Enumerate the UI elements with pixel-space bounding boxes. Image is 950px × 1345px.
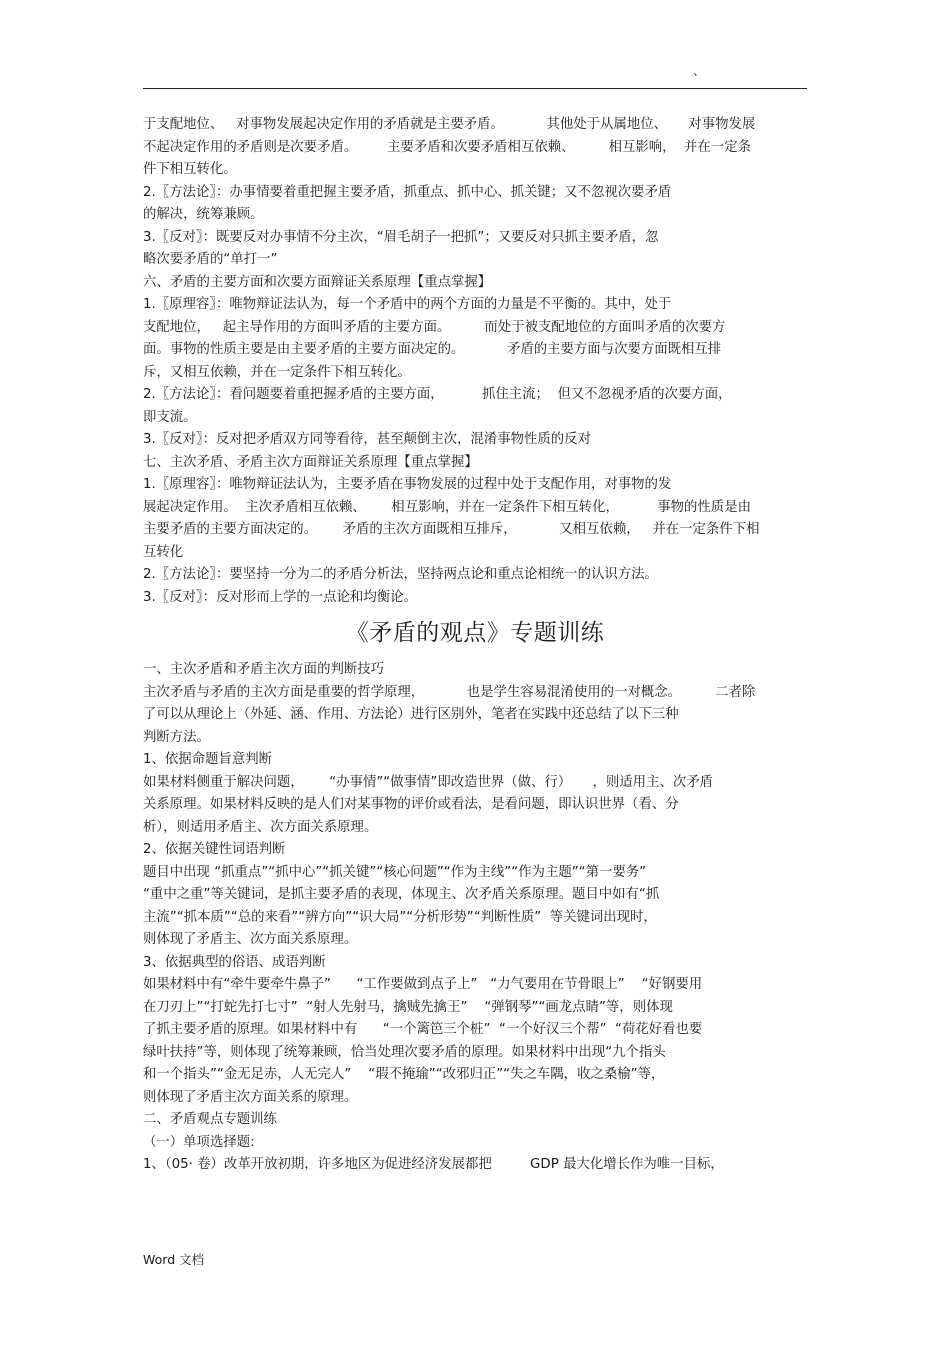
header-mark: 、 bbox=[693, 64, 706, 78]
text-line: 斥，又相互依赖，并在一定条件下相互转化。 bbox=[143, 364, 411, 380]
text-line: 面。事物的性质主要是由主要矛盾的主要方面决定的。 矛盾的主要方面与次要方面既相互排 bbox=[143, 342, 722, 357]
text-line: 则体现了矛盾主次方面关系的原理。 bbox=[143, 1089, 358, 1105]
text-line: 2.〖方法论〗：要坚持一分为二的矛盾分析法，坚持两点论和重点论相统一的认识方法。 bbox=[143, 567, 658, 582]
text-line: 1、（05· 卷）改革开放初期，许多地区为促进经济发展都把 GDP 最大化增长作为唯一目标， bbox=[143, 1157, 724, 1172]
text-line: 如果材料侧重于解决问题， “办事情”“做事情”即改造世界（做、行） ，则适用主、次矛盾 bbox=[143, 774, 714, 790]
text-line: 在刀刃上”“打蛇先打七寸” “射人先射马，擒贼先擒王” “弹钢琴”“画龙点睛”等，则体现 bbox=[143, 999, 673, 1015]
text-line: 题目中出现 “抓重点”“抓中心”“抓关键”“核心问题”“作为主线”“作为主题”“第一要务” bbox=[143, 864, 647, 880]
header-rule bbox=[143, 88, 807, 89]
text-line: 即支流。 bbox=[143, 409, 197, 425]
text-line: 和一个指头”“金无足赤，人无完人” “瑕不掩瑜”“改邪归正”“失之车隅，收之桑榆”等， bbox=[143, 1067, 665, 1082]
text-line: 1、依据命题旨意判断 bbox=[143, 752, 273, 767]
text-line: 如果材料中有“牵牛要牵牛鼻子” “工作要做到点子上” “力气要用在节骨眼上” “好钢要用 bbox=[143, 977, 703, 992]
text-line: 主次矛盾与矛盾的主次方面是重要的哲学原理， 也是学生容易混淆使用的一对概念。 二者除 bbox=[143, 684, 756, 700]
text-line: 一、主次矛盾和矛盾主次方面的判断技巧 bbox=[143, 662, 385, 677]
text-line: 析），则适用矛盾主、次方面关系原理。 bbox=[143, 819, 378, 835]
text-block-training bbox=[143, 659, 807, 1177]
text-line: “重中之重”等关键词，是抓主要矛盾的表现，体现主、次矛盾关系原理。题目中如有“抓 bbox=[143, 887, 660, 902]
text-line: 3、依据典型的俗语、成语判断 bbox=[143, 954, 326, 970]
text-line: 六、矛盾的主要方面和次要方面辩证关系原理【重点掌握】 bbox=[143, 274, 492, 290]
text-line: 件下相互转化。 bbox=[143, 162, 237, 177]
section-title: 《矛盾的观点》专题训练 bbox=[345, 620, 605, 646]
text-line: 3.〖反对〗：反对把矛盾双方同等看待，甚至颠倒主次，混淆事物性质的反对 bbox=[143, 432, 591, 447]
text-line: 展起决定作用。 主次矛盾相互依赖、 相互影响，并在一定条件下相互转化， 事物的性质是由 bbox=[143, 499, 751, 515]
text-line: 互转化 bbox=[143, 544, 184, 560]
text-line: 3.〖反对〗：既要反对办事情不分主次，“眉毛胡子一把抓”；又要反对只抓主要矛盾，忽 bbox=[143, 229, 659, 245]
text-line: 了抓主要矛盾的原理。如果材料中有 “一个篱笆三个桩” “一个好汉三个帮” “荷花好看也要 bbox=[143, 1022, 703, 1037]
text-line: 2.〖方法论〗：办事情要着重把握主要矛盾，抓重点、抓中心、抓关键；又不忽视次要矛盾 bbox=[143, 184, 672, 200]
text-line: 不起决定作用的矛盾则是次要矛盾。 主要矛盾和次要矛盾相互依赖、 相互影响， 并在一定条 bbox=[143, 139, 751, 155]
footer-label: Word 文档 bbox=[143, 1252, 205, 1267]
text-line: 1.〖原理容〗：唯物辩证法认为，主要矛盾在事物发展的过程中处于支配作用，对事物的发 bbox=[143, 477, 672, 492]
text-line: （一）单项选择题: bbox=[143, 1134, 255, 1150]
text-line: 则体现了矛盾主、次方面关系原理。 bbox=[143, 932, 358, 947]
text-line: 2、依据关键性词语判断 bbox=[143, 842, 286, 857]
text-line: 1.〖原理容〗：唯物辩证法认为，每一个矛盾中的两个方面的力量是不平衡的。其中，处于 bbox=[143, 297, 672, 312]
text-line: 支配地位， 起主导作用的方面叫矛盾的主要方面。 而处于被支配地位的方面叫矛盾的次要方 bbox=[143, 319, 726, 335]
text-line: 于支配地位、 对事物发展起决定作用的矛盾就是主要矛盾。 其他处于从属地位、 对事物发展 bbox=[143, 117, 756, 132]
text-line: 3.〖反对〗：反对形而上学的一点论和均衡论。 bbox=[143, 589, 417, 605]
text-line: 2.〖方法论〗：看问题要着重把握矛盾的主要方面， 抓住主流； 但又不忽视矛盾的次要方面， bbox=[143, 387, 732, 402]
text-line: 主要矛盾的主要方面决定的。 矛盾的主次方面既相互排斥， 又相互依赖， 并在一定条件下相 bbox=[143, 522, 760, 537]
text-line: 略次要矛盾的“单打一” bbox=[143, 252, 278, 267]
text-line: 了可以从理论上（外延、涵、作用、方法论）进行区别外，笔者在实践中还总结了以下三种 bbox=[143, 707, 679, 722]
text-line: 判断方法。 bbox=[143, 729, 210, 745]
document-body bbox=[143, 114, 807, 1177]
text-line: 关系原理。如果材料反映的是人们对某事物的评价或看法，是看问题，即认识世界（看、分 bbox=[143, 797, 679, 812]
text-line: 七、主次矛盾、矛盾主次方面辩证关系原理【重点掌握】 bbox=[143, 454, 478, 470]
text-line: 二、矛盾观点专题训练 bbox=[143, 1112, 277, 1127]
text-line: 的解决，统筹兼顾。 bbox=[143, 207, 264, 222]
text-block-principles bbox=[143, 114, 807, 609]
text-line: 主流”“抓本质”“总的来看”“辨方向”“识大局”“分析形势”“判断性质” 等关键词出现时， bbox=[143, 909, 657, 925]
text-line: 绿叶扶持”等，则体现了统筹兼顾，恰当处理次要矛盾的原理。如果材料中出现“九个指头 bbox=[143, 1044, 666, 1060]
